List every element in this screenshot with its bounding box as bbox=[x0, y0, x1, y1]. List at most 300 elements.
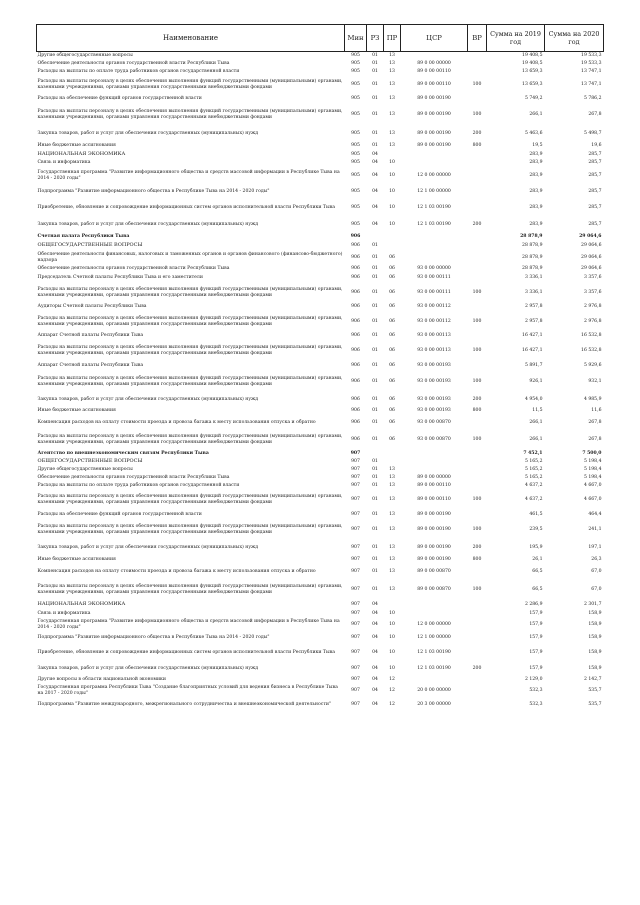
row-pr: 10 bbox=[389, 634, 395, 640]
row-name: ОБЩЕГОСУДАРСТВЕННЫЕ ВОПРОСЫ bbox=[37, 457, 143, 464]
row-csr: 89 0 00 00190 bbox=[417, 557, 451, 563]
row-min: 905 bbox=[351, 130, 360, 136]
row-name: Закупка товаров, работ и услуг для обеспечения государственных (муниципальных) нужд bbox=[37, 665, 259, 671]
row-min: 906 bbox=[351, 275, 360, 281]
row-name: Расходы на выплаты персоналу в целях обеспечения выполнения функций государственными (муниципальными) органами, казенными учреждениями, органами управления государственными внебюджетными фондами bbox=[37, 433, 343, 445]
row-rz: 01 bbox=[372, 396, 378, 402]
row-pr: 06 bbox=[389, 275, 395, 281]
row-rz: 01 bbox=[372, 568, 378, 574]
row-sum-2020: 2 976,8 bbox=[583, 304, 602, 310]
row-vr: 200 bbox=[472, 130, 482, 136]
row-min: 905 bbox=[351, 60, 360, 66]
row-pr bbox=[384, 233, 401, 242]
row-min: 906 bbox=[351, 266, 360, 272]
row-name: Другие общегосударственные вопросы bbox=[37, 466, 133, 472]
row-pr: 13 bbox=[389, 52, 395, 58]
row-pr: 06 bbox=[389, 289, 395, 295]
row-min: 907 bbox=[351, 701, 360, 707]
row-rz: 01 bbox=[372, 304, 378, 310]
row-pr: 06 bbox=[389, 362, 395, 368]
row-pr: 10 bbox=[389, 159, 395, 165]
row-sum-2020: 285,7 bbox=[588, 221, 602, 227]
row-name: Связь и информатика bbox=[37, 610, 91, 616]
row-pr: 13 bbox=[389, 466, 395, 472]
row-sum-2019: 239,5 bbox=[529, 526, 543, 532]
row-sum-2020: 13 747,1 bbox=[581, 81, 602, 87]
row-sum-2020: 67,0 bbox=[591, 568, 602, 574]
row-min: 906 bbox=[351, 318, 360, 324]
table-row bbox=[37, 540, 604, 556]
header-sum-2019: Сумма на 2019 год bbox=[487, 25, 545, 52]
row-pr: 13 bbox=[389, 95, 395, 101]
row-rz bbox=[367, 233, 384, 242]
row-csr bbox=[401, 251, 468, 265]
row-pr: 10 bbox=[389, 621, 395, 627]
row-rz: 04 bbox=[372, 634, 378, 640]
row-rz: 01 bbox=[372, 544, 378, 550]
row-csr: 93 0 00 00000 bbox=[417, 266, 451, 272]
table-row bbox=[37, 199, 604, 217]
row-csr: 89 0 00 00190 bbox=[417, 544, 451, 550]
row-min: 905 bbox=[351, 151, 360, 157]
row-rz: 01 bbox=[372, 254, 378, 260]
row-vr bbox=[468, 644, 487, 662]
row-vr: 100 bbox=[472, 436, 482, 442]
row-sum-2020: 285,7 bbox=[588, 172, 602, 178]
row-min: 907 bbox=[351, 634, 360, 640]
row-name: Другие вопросы в области национальной экономики bbox=[37, 676, 166, 682]
row-vr: 100 bbox=[472, 318, 482, 324]
row-csr: 89 0 00 00110 bbox=[417, 68, 451, 74]
row-csr: 12 0 00 00000 bbox=[417, 621, 451, 627]
row-sum-2019: 28 878,9 bbox=[520, 234, 543, 240]
table-row bbox=[37, 556, 604, 565]
row-sum-2020: 26,3 bbox=[591, 557, 602, 563]
table-row bbox=[37, 274, 604, 283]
row-rz: 04 bbox=[372, 221, 378, 227]
row-name: Компенсация расходов на оплату стоимости проезда и провоза багажа к месту использования отпуска и обратно bbox=[37, 419, 316, 425]
row-sum-2020: 7 500,0 bbox=[582, 450, 602, 456]
row-sum-2019: 2 957,8 bbox=[524, 318, 543, 324]
row-sum-2019: 4 637,2 bbox=[524, 496, 543, 502]
row-rz: 01 bbox=[372, 266, 378, 272]
row-name: Расходы на выплаты персоналу в целях обеспечения выполнения функций государственными (муниципальными) органами, казенными учреждениями, органами управления государственными внебюджетными фондами bbox=[37, 78, 343, 90]
row-sum-2019: 283,9 bbox=[529, 172, 543, 178]
row-sum-2019: 195,9 bbox=[529, 544, 543, 550]
row-min: 906 bbox=[351, 254, 360, 260]
row-rz: 04 bbox=[372, 687, 378, 693]
row-sum-2020: 5 198,4 bbox=[583, 458, 602, 464]
row-pr: 13 bbox=[389, 60, 395, 66]
row-csr: 93 0 00 00193 bbox=[417, 396, 451, 402]
row-vr bbox=[468, 601, 487, 610]
row-min: 905 bbox=[351, 159, 360, 165]
row-rz: 01 bbox=[372, 586, 378, 592]
row-csr: 12 1 03 00190 bbox=[417, 649, 451, 655]
row-vr: 200 bbox=[472, 665, 482, 671]
row-min: 906 bbox=[351, 289, 360, 295]
row-pr bbox=[384, 601, 401, 610]
row-pr: 06 bbox=[389, 419, 395, 425]
row-sum-2019: 157,9 bbox=[529, 610, 543, 616]
row-pr: 06 bbox=[389, 436, 395, 442]
row-pr: 13 bbox=[389, 586, 395, 592]
row-vr: 100 bbox=[472, 111, 482, 117]
table-row bbox=[37, 126, 604, 142]
header-csr: ЦСР bbox=[401, 25, 468, 52]
table-row bbox=[37, 579, 604, 601]
row-rz: 01 bbox=[372, 60, 378, 66]
row-name: Другие общегосударственные вопросы bbox=[37, 52, 133, 58]
row-pr: 10 bbox=[389, 204, 395, 210]
row-sum-2020: 158,9 bbox=[588, 610, 602, 616]
row-sum-2019: 26,1 bbox=[532, 557, 543, 563]
row-rz: 04 bbox=[372, 188, 378, 194]
row-sum-2020: 5 198,4 bbox=[583, 466, 602, 472]
row-pr bbox=[384, 458, 401, 466]
row-rz: 01 bbox=[372, 511, 378, 517]
row-csr: 93 0 00 00113 bbox=[417, 333, 451, 339]
row-min: 905 bbox=[351, 81, 360, 87]
row-csr bbox=[401, 159, 468, 167]
row-vr bbox=[468, 233, 487, 242]
table-row bbox=[37, 393, 604, 407]
header-sum-2020: Сумма на 2020 год bbox=[545, 25, 604, 52]
row-vr bbox=[468, 458, 487, 466]
row-rz: 01 bbox=[372, 95, 378, 101]
row-name: Подпрограмма "Развитие международного, межрегионального сотрудничества и внешнеэкономической деятельности" bbox=[37, 701, 332, 707]
row-sum-2019: 19,5 bbox=[532, 143, 543, 149]
row-vr: 800 bbox=[472, 143, 482, 149]
row-csr bbox=[401, 242, 468, 251]
row-vr bbox=[468, 684, 487, 698]
row-csr: 89 0 00 00870 bbox=[417, 586, 451, 592]
row-min: 906 bbox=[351, 243, 360, 249]
row-vr bbox=[468, 185, 487, 199]
row-vr bbox=[468, 618, 487, 632]
row-name: Связь и информатика bbox=[37, 159, 91, 165]
row-min: 907 bbox=[351, 665, 360, 671]
row-rz: 04 bbox=[372, 204, 378, 210]
row-rz: 01 bbox=[372, 362, 378, 368]
row-csr: 89 0 00 00000 bbox=[417, 474, 451, 480]
row-pr: 13 bbox=[389, 511, 395, 517]
row-name: Аппарат Счетной палаты Республики Тыва bbox=[37, 362, 144, 368]
row-sum-2020: 2 142,7 bbox=[583, 676, 602, 682]
row-rz: 04 bbox=[372, 649, 378, 655]
row-sum-2019: 28 878,9 bbox=[522, 266, 543, 272]
row-min: 905 bbox=[351, 188, 360, 194]
row-rz: 01 bbox=[372, 52, 378, 58]
table-row bbox=[37, 94, 604, 104]
row-name: Иные бюджетные ассигнования bbox=[37, 143, 116, 149]
row-rz: 01 bbox=[372, 143, 378, 149]
row-name: Расходы на выплаты персоналу в целях обеспечения выполнения функций государственными (муниципальными) органами, казенными учреждениями, органами управления государственными внебюджетными фондами bbox=[37, 583, 343, 595]
row-vr bbox=[468, 167, 487, 185]
row-csr: 89 0 00 00110 bbox=[417, 496, 451, 502]
header-pr: ПР bbox=[384, 25, 401, 52]
row-sum-2019: 266,1 bbox=[529, 419, 543, 425]
row-csr: 89 0 00 00110 bbox=[417, 482, 451, 488]
row-sum-2020: 158,9 bbox=[588, 621, 602, 627]
row-sum-2019: 283,9 bbox=[529, 204, 543, 210]
row-sum-2020: 267,8 bbox=[588, 111, 602, 117]
row-sum-2020: 29 064,6 bbox=[581, 266, 602, 272]
row-min: 907 bbox=[351, 458, 360, 464]
row-min: 907 bbox=[351, 557, 360, 563]
row-name: Государственная программа "Развитие информационного общества и средств массовой информации в Республике Тыва на 2014 - 2020 годы" bbox=[37, 169, 340, 181]
table-row bbox=[37, 142, 604, 151]
table-row bbox=[37, 644, 604, 662]
row-sum-2019: 283,9 bbox=[529, 188, 543, 194]
row-min: 906 bbox=[351, 396, 360, 402]
table-row bbox=[37, 676, 604, 684]
row-sum-2020: 13 747,1 bbox=[581, 68, 602, 74]
row-vr bbox=[468, 698, 487, 712]
row-min: 906 bbox=[351, 347, 360, 353]
row-csr: 93 0 00 00112 bbox=[417, 318, 451, 324]
row-sum-2020: 5 498,7 bbox=[583, 130, 602, 136]
row-pr: 13 bbox=[389, 482, 395, 488]
row-sum-2020: 5 929,6 bbox=[583, 362, 602, 368]
row-min: 907 bbox=[351, 586, 360, 592]
row-vr bbox=[468, 565, 487, 579]
row-csr bbox=[401, 676, 468, 684]
row-min: 905 bbox=[351, 111, 360, 117]
row-sum-2020: 932,1 bbox=[588, 378, 602, 384]
row-sum-2020: 19 533,3 bbox=[581, 60, 602, 66]
row-sum-2020: 535,7 bbox=[588, 701, 602, 707]
row-name: Председатель Счетной палаты Республики Тыва и его заместители bbox=[37, 275, 203, 281]
row-rz: 04 bbox=[372, 610, 378, 616]
table-row bbox=[37, 60, 604, 68]
table-row bbox=[37, 242, 604, 251]
table-row bbox=[37, 474, 604, 482]
row-min: 907 bbox=[351, 496, 360, 502]
row-pr: 06 bbox=[389, 347, 395, 353]
row-pr: 13 bbox=[389, 526, 395, 532]
row-vr bbox=[468, 151, 487, 159]
table-body bbox=[37, 52, 604, 712]
row-csr: 12 1 00 00000 bbox=[417, 188, 451, 194]
table-row bbox=[37, 185, 604, 199]
row-csr: 12 1 03 00190 bbox=[417, 665, 451, 671]
row-rz: 01 bbox=[372, 408, 378, 414]
row-sum-2019: 926,1 bbox=[529, 378, 543, 384]
row-pr: 13 bbox=[389, 496, 395, 502]
row-pr: 12 bbox=[389, 701, 395, 707]
row-min: 906 bbox=[351, 419, 360, 425]
row-name: Счетная палата Республики Тыва bbox=[37, 234, 130, 240]
row-sum-2019: 3 336,1 bbox=[524, 275, 543, 281]
table-row bbox=[37, 407, 604, 416]
row-name: Расходы на выплаты персоналу в целях обеспечения выполнения функций государственными (муниципальными) органами, казенными учреждениями, органами управления государственными внебюджетными фондами bbox=[37, 286, 343, 298]
row-sum-2019: 157,9 bbox=[529, 649, 543, 655]
row-vr bbox=[468, 474, 487, 482]
row-pr: 12 bbox=[389, 687, 395, 693]
row-min: 907 bbox=[351, 568, 360, 574]
row-rz: 01 bbox=[372, 378, 378, 384]
row-csr: 12 1 03 00190 bbox=[417, 221, 451, 227]
row-rz: 04 bbox=[372, 159, 378, 165]
row-csr bbox=[401, 233, 468, 242]
row-sum-2020: 535,7 bbox=[588, 687, 602, 693]
row-sum-2019: 13 659,3 bbox=[522, 68, 543, 74]
row-vr bbox=[468, 416, 487, 430]
table-row bbox=[37, 520, 604, 540]
row-vr bbox=[468, 510, 487, 520]
row-vr: 100 bbox=[472, 347, 482, 353]
row-name: Закупка товаров, работ и услуг для обеспечения государственных (муниципальных) нужд bbox=[37, 544, 259, 550]
row-vr bbox=[468, 361, 487, 371]
row-sum-2019: 28 878,9 bbox=[522, 243, 543, 249]
row-rz: 01 bbox=[372, 347, 378, 353]
row-sum-2020: 4 667,0 bbox=[583, 482, 602, 488]
row-vr: 100 bbox=[472, 526, 482, 532]
row-min: 907 bbox=[351, 610, 360, 616]
row-sum-2020: 285,7 bbox=[588, 159, 602, 165]
row-name: Государственная программа Республики Тыва "Создание благоприятных условий для ведения бизнеса в Республике Тыва на 2017 - 2020 годы" bbox=[37, 684, 338, 696]
row-rz: 01 bbox=[372, 333, 378, 339]
row-sum-2019: 13 659,3 bbox=[522, 81, 543, 87]
row-name: Закупка товаров, работ и услуг для обеспечения государственных (муниципальных) нужд bbox=[37, 221, 259, 227]
row-csr bbox=[401, 151, 468, 159]
row-sum-2020: 3 357,6 bbox=[583, 275, 602, 281]
row-min: 905 bbox=[351, 221, 360, 227]
row-min: 906 bbox=[350, 234, 361, 240]
row-csr bbox=[401, 601, 468, 610]
row-sum-2019: 461,5 bbox=[529, 511, 543, 517]
row-rz: 01 bbox=[372, 419, 378, 425]
row-vr bbox=[468, 676, 487, 684]
row-csr: 93 0 00 00113 bbox=[417, 347, 451, 353]
row-sum-2020: 4 985,9 bbox=[583, 396, 602, 402]
row-sum-2020: 29 064,6 bbox=[581, 243, 602, 249]
row-name: Аудиторы Счетной палаты Республики Тыва bbox=[37, 304, 147, 310]
row-vr bbox=[468, 199, 487, 217]
row-pr: 06 bbox=[389, 254, 395, 260]
row-rz: 01 bbox=[372, 474, 378, 480]
row-vr bbox=[468, 466, 487, 474]
row-csr: 12 0 00 00000 bbox=[417, 172, 451, 178]
table-row bbox=[37, 68, 604, 76]
row-min: 907 bbox=[351, 544, 360, 550]
row-csr bbox=[401, 466, 468, 474]
row-sum-2020: 19 533,3 bbox=[581, 52, 602, 58]
row-csr: 89 0 00 00190 bbox=[417, 111, 451, 117]
header-rz: РЗ bbox=[367, 25, 384, 52]
row-min: 905 bbox=[351, 204, 360, 210]
row-sum-2019: 283,9 bbox=[529, 159, 543, 165]
row-pr: 13 bbox=[389, 81, 395, 87]
row-sum-2020: 3 357,6 bbox=[583, 289, 602, 295]
row-sum-2020: 16 532,8 bbox=[581, 333, 602, 339]
row-sum-2019: 157,9 bbox=[529, 665, 543, 671]
row-name: Расходы на выплаты персоналу в целях обеспечения выполнения функций государственными (муниципальными) органами, казенными учреждениями, органами управления государственными внебюджетными фондами bbox=[37, 108, 343, 120]
row-csr: 93 0 00 00870 bbox=[417, 436, 451, 442]
row-sum-2020: 67,0 bbox=[591, 586, 602, 592]
row-sum-2019: 157,9 bbox=[529, 621, 543, 627]
table-row bbox=[37, 610, 604, 618]
table-row bbox=[37, 482, 604, 490]
row-vr: 100 bbox=[472, 586, 482, 592]
row-csr bbox=[401, 458, 468, 466]
row-csr: 89 0 00 00190 bbox=[417, 130, 451, 136]
row-min: 907 bbox=[351, 511, 360, 517]
row-sum-2020: 241,1 bbox=[588, 526, 602, 532]
row-name: Иные бюджетные ассигнования bbox=[37, 557, 116, 563]
row-csr: 93 0 00 00193 bbox=[417, 362, 451, 368]
row-sum-2019: 2 957,8 bbox=[524, 304, 543, 310]
row-csr: 93 0 00 00193 bbox=[417, 408, 451, 414]
row-csr: 93 0 00 00111 bbox=[417, 289, 451, 295]
row-min: 907 bbox=[351, 676, 360, 682]
row-sum-2020: 285,7 bbox=[588, 151, 602, 157]
table-row bbox=[37, 618, 604, 632]
row-csr: 93 0 00 00870 bbox=[417, 419, 451, 425]
row-sum-2019: 19 408,5 bbox=[522, 52, 543, 58]
table-row bbox=[37, 510, 604, 520]
row-pr: 13 bbox=[389, 130, 395, 136]
row-name: НАЦИОНАЛЬНАЯ ЭКОНОМИКА bbox=[37, 601, 126, 608]
row-sum-2019: 5 165,2 bbox=[524, 466, 543, 472]
row-vr bbox=[468, 251, 487, 265]
table-row bbox=[37, 430, 604, 450]
table-row bbox=[37, 698, 604, 712]
row-sum-2019: 7 452,1 bbox=[523, 450, 543, 456]
table-row bbox=[37, 159, 604, 167]
row-csr: 89 0 00 00190 bbox=[417, 526, 451, 532]
row-pr: 13 bbox=[389, 557, 395, 563]
row-vr: 800 bbox=[472, 557, 482, 563]
row-csr: 89 0 00 00190 bbox=[417, 95, 451, 101]
table-row bbox=[37, 251, 604, 265]
row-pr: 10 bbox=[389, 610, 395, 616]
row-min: 907 bbox=[351, 526, 360, 532]
row-min: 905 bbox=[351, 68, 360, 74]
header-name: Наименование bbox=[37, 25, 345, 52]
row-pr: 06 bbox=[389, 304, 395, 310]
row-sum-2019: 4 637,2 bbox=[524, 482, 543, 488]
row-sum-2020: 267,8 bbox=[588, 419, 602, 425]
row-pr: 13 bbox=[389, 68, 395, 74]
row-rz: 04 bbox=[372, 151, 378, 157]
row-sum-2020: 29 064,6 bbox=[581, 254, 602, 260]
row-min: 905 bbox=[351, 95, 360, 101]
row-sum-2019: 16 427,1 bbox=[522, 333, 543, 339]
row-pr: 13 bbox=[389, 143, 395, 149]
table-row bbox=[37, 684, 604, 698]
row-sum-2019: 5 463,6 bbox=[524, 130, 543, 136]
row-vr: 200 bbox=[472, 221, 482, 227]
row-name: Приобретение, обновление и сопровождение информационных систем органов исполнительной власти Республики Тыва bbox=[37, 204, 335, 210]
row-rz: 01 bbox=[372, 275, 378, 281]
row-pr: 06 bbox=[389, 408, 395, 414]
row-rz: 04 bbox=[372, 172, 378, 178]
budget-table bbox=[36, 24, 604, 712]
header-min: Мин bbox=[345, 25, 367, 52]
row-name: Расходы на выплаты персоналу в целях обеспечения выполнения функций государственными (муниципальными) органами, казенными учреждениями, органами управления государственными внебюджетными фондами bbox=[37, 344, 343, 356]
row-name: Аппарат Счетной палаты Республики Тыва bbox=[37, 333, 144, 339]
row-rz: 01 bbox=[372, 289, 378, 295]
table-row bbox=[37, 283, 604, 303]
table-row bbox=[37, 233, 604, 242]
row-sum-2020: 197,1 bbox=[588, 544, 602, 550]
row-vr bbox=[468, 482, 487, 490]
table-row bbox=[37, 416, 604, 430]
row-pr: 06 bbox=[389, 396, 395, 402]
row-sum-2019: 66,5 bbox=[532, 568, 543, 574]
